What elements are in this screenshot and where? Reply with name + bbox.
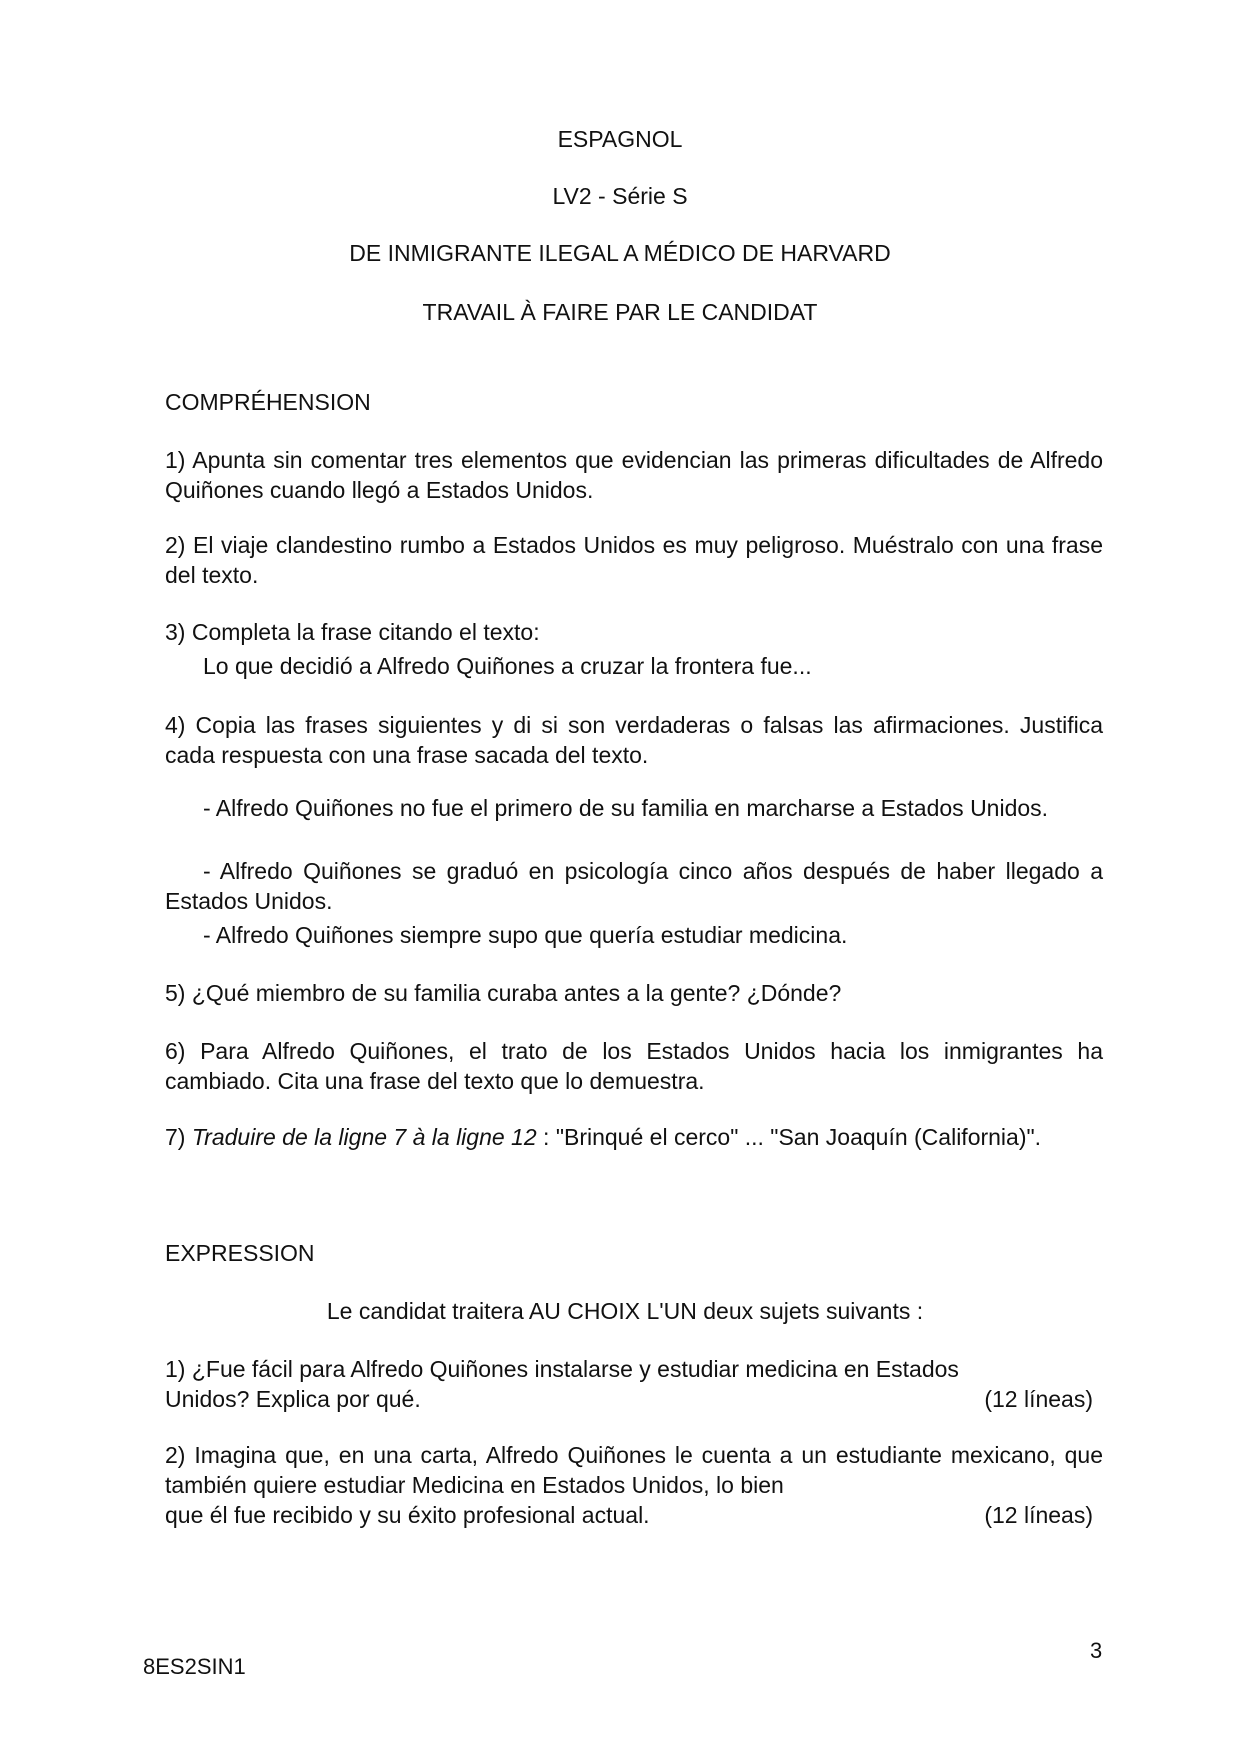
- document-code: 8ES2SIN1: [143, 1654, 246, 1679]
- expression-heading: EXPRESSION: [165, 1240, 315, 1266]
- subject-heading: ESPAGNOL: [557, 126, 683, 152]
- subject-2-text-end: que él fue recibido y su éxito profesional actual.: [165, 1502, 650, 1528]
- question-1: 1) Apunta sin comentar tres elementos que evidencian las primeras dificultades de Alfredo Quiñones cuando llegó a Estados Unidos.: [165, 447, 1103, 503]
- subject-2: [165, 1440, 1103, 1530]
- question-7-instruction: Traduire de la ligne 7 à la ligne 12: [191, 1124, 537, 1150]
- question-7: [165, 1122, 1103, 1152]
- subject-1: [165, 1354, 1103, 1414]
- subject-1-length: (12 líneas): [984, 1386, 1093, 1412]
- subject-2-last-line: [165, 1500, 1103, 1530]
- page-number: 3: [1090, 1638, 1103, 1663]
- expression-intro: Le candidat traitera AU CHOIX L'UN deux sujets suivants :: [326, 1298, 924, 1324]
- question-3-prompt: 3) Completa la frase citando el texto:: [165, 619, 540, 645]
- question-4-item-1: - Alfredo Quiñones no fue el primero de su familia en marcharse a Estados Unidos.: [203, 795, 1049, 821]
- question-7-quote: : "Brinqué el cerco" ... "San Joaquín (California)".: [536, 1124, 1042, 1150]
- subject-2-lead: 2) Imagina que, en una carta, Alfredo Quiñones le cuenta a un estudiante mexicano, que también quiere estudiar Medicina en Estados Unidos, lo bien: [165, 1442, 1103, 1498]
- comprehension-heading: COMPRÉHENSION: [165, 389, 371, 415]
- subject-1-line-1: 1) ¿Fue fácil para Alfredo Quiñones instalarse y estudiar medicina en Estados: [165, 1356, 959, 1382]
- question-7-number: 7): [165, 1124, 192, 1150]
- question-2: 2) El viaje clandestino rumbo a Estados Unidos es muy peligroso. Muéstralo con una frase del texto.: [165, 532, 1103, 588]
- question-4: 4) Copia las frases siguientes y di si son verdaderas o falsas las afirmaciones. Justifica cada respuesta con una frase sacada del texto.: [165, 712, 1103, 768]
- subject-1-line-2: [165, 1384, 1103, 1414]
- document-title: DE INMIGRANTE ILEGAL A MÉDICO DE HARVARD: [349, 240, 891, 266]
- question-3-sentence: Lo que decidió a Alfredo Quiñones a cruzar la frontera fue...: [203, 653, 812, 679]
- subject-1-text-end: Unidos? Explica por qué.: [165, 1386, 421, 1412]
- task-heading: TRAVAIL À FAIRE PAR LE CANDIDAT: [422, 299, 818, 325]
- subject-2-length: (12 líneas): [984, 1502, 1093, 1528]
- question-5: 5) ¿Qué miembro de su familia curaba antes a la gente? ¿Dónde?: [165, 980, 842, 1006]
- question-4-item-3: - Alfredo Quiñones siempre supo que quería estudiar medicina.: [203, 922, 848, 948]
- question-4-item-2: - Alfredo Quiñones se graduó en psicología cinco años después de haber llegado a Estados Unidos.: [165, 858, 1103, 914]
- question-6: 6) Para Alfredo Quiñones, el trato de los Estados Unidos hacia los inmigrantes ha cambiado. Cita una frase del texto que lo demuestra.: [165, 1038, 1103, 1094]
- series-heading: LV2 - Série S: [552, 183, 688, 209]
